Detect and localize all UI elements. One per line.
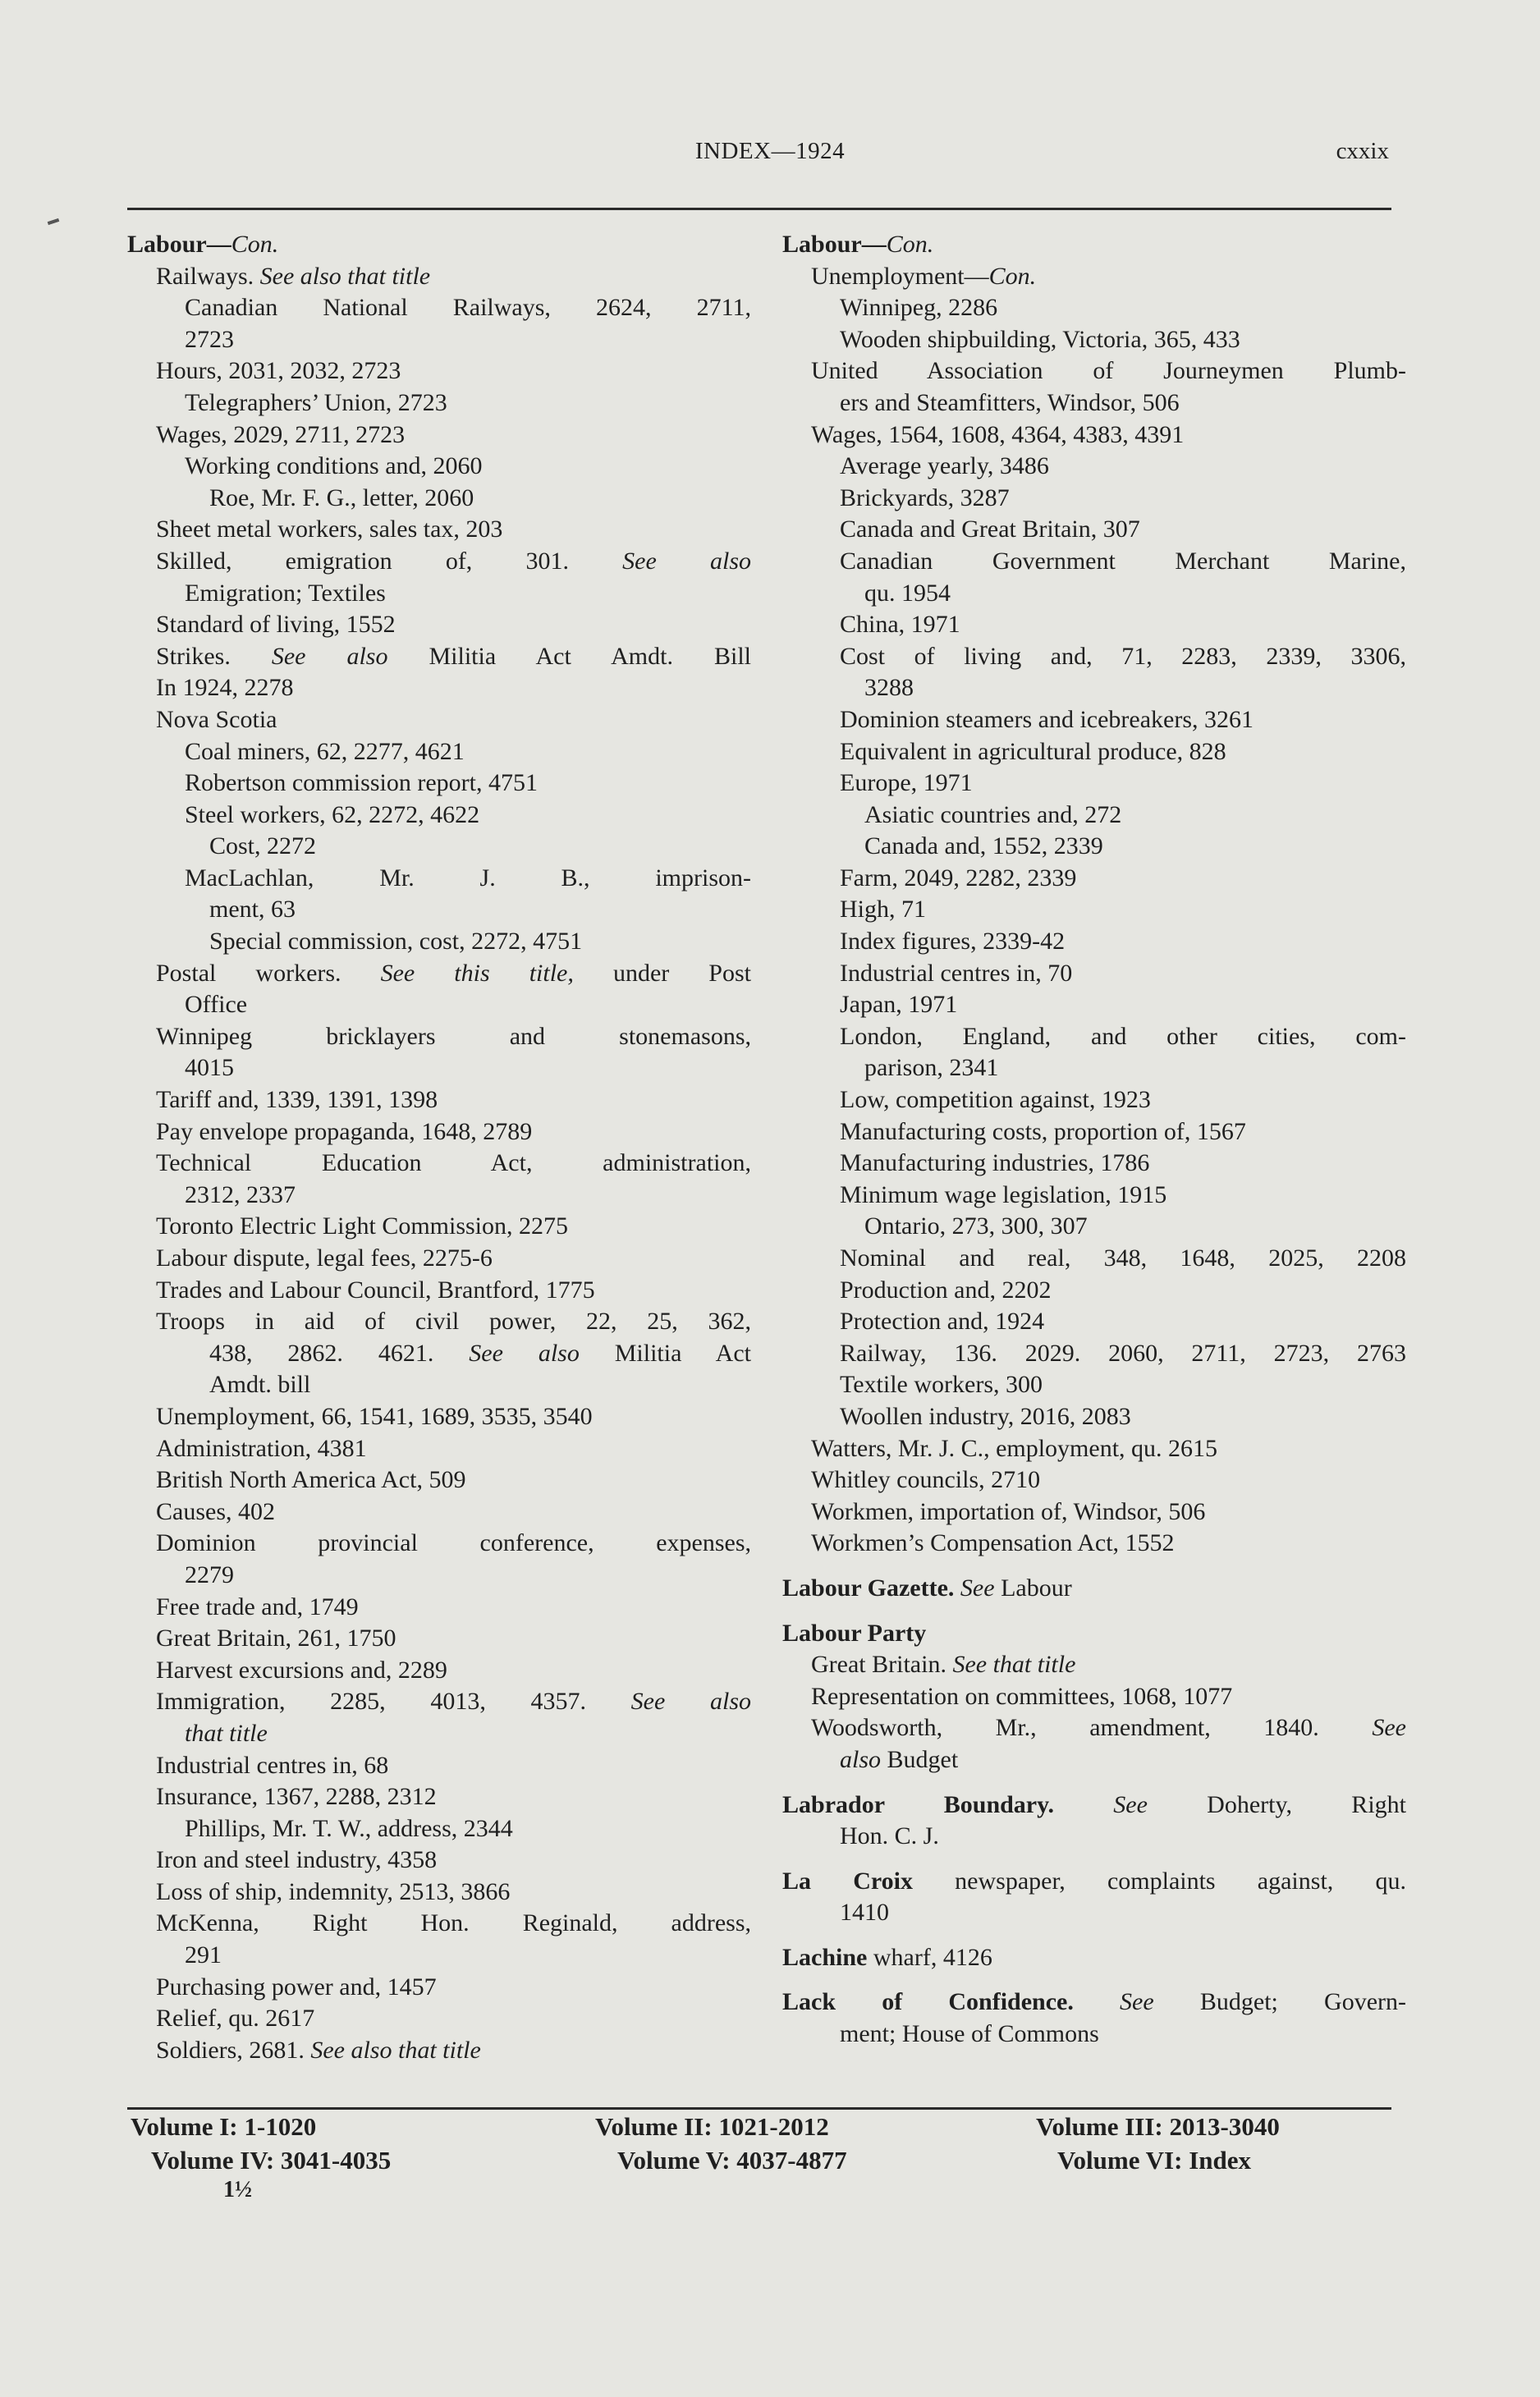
index-entry-line	[782, 1275, 1406, 1307]
volume-range: Volume IV: 3041-4035	[151, 2146, 392, 2175]
index-entry-line	[782, 1681, 1406, 1713]
index-entry-text: See	[960, 1574, 995, 1602]
index-entry-line	[127, 451, 751, 483]
page-title: INDEX—1924	[694, 138, 846, 164]
index-entry-line	[782, 958, 1406, 990]
index-entry-line	[782, 1464, 1406, 1496]
index-entry-text: See also that title	[310, 2036, 481, 2064]
index-entry-text: Amdt. bill	[209, 1371, 311, 1399]
index-entry-line	[127, 1211, 751, 1243]
index-entry-line	[782, 355, 1406, 387]
index-entry-text: Con.	[231, 231, 279, 258]
index-entry-text	[1054, 1791, 1113, 1818]
index-entry-line	[782, 546, 1406, 578]
index-entry-line	[127, 578, 751, 610]
stray-pen-mark	[48, 218, 60, 225]
index-entry-line	[127, 1243, 751, 1275]
volume-range: Volume I: 1-1020	[131, 2112, 317, 2141]
index-heading-text: Labrador Boundary.	[782, 1790, 1054, 1818]
index-entry-line	[782, 1496, 1406, 1528]
index-entry-line	[127, 863, 751, 895]
index-heading-text: Labour Party	[782, 1619, 927, 1647]
index-entry-text: McKenna, Right Hon. Reginald, address,	[156, 1909, 751, 1937]
index-entry-text: Wooden shipbuilding, Victoria, 365, 433	[840, 325, 1240, 353]
index-entry-text: 4015	[185, 1054, 234, 1082]
index-entry-text: Iron and steel industry, 4358	[156, 1846, 438, 1874]
index-entry-line	[127, 800, 751, 832]
index-entry-text: Telegraphers’ Union, 2723	[185, 388, 447, 416]
index-entry-line	[782, 1211, 1406, 1243]
index-entry-text: Japan, 1971	[840, 991, 958, 1019]
index-entry-text: Industrial centres in, 68	[156, 1751, 389, 1779]
index-entry-line	[782, 1401, 1406, 1433]
index-entry-line	[127, 1750, 751, 1782]
volume-range: Volume II: 1021-2012	[595, 2112, 829, 2141]
index-entry-line	[127, 1972, 751, 2004]
index-entry-text: See this title,	[380, 959, 574, 987]
index-entry-text	[954, 1574, 960, 1602]
index-entry-line	[782, 1573, 1406, 1605]
index-entry-text: Steel workers, 62, 2272, 4622	[185, 800, 480, 828]
index-entry-text: China, 1971	[840, 611, 960, 639]
index-entry-line	[127, 1306, 751, 1338]
index-entry-text: Minimum wage legislation, 1915	[840, 1180, 1167, 1208]
index-entry-text: Budget; Govern-	[1153, 1988, 1406, 2016]
index-entry-text: 3288	[864, 674, 914, 702]
index-entry-text: MacLachlan, Mr. J. B., imprison-	[185, 864, 751, 891]
index-entry-line	[127, 1845, 751, 1877]
index-entry-text: Dominion steamers and icebreakers, 3261	[840, 705, 1254, 733]
index-entry-line	[127, 1052, 751, 1084]
index-entry-text: See	[1120, 1988, 1154, 2016]
index-entry-line	[127, 672, 751, 704]
index-entry-line	[782, 1243, 1406, 1275]
index-entry-line	[782, 609, 1406, 641]
index-entry-line	[782, 641, 1406, 673]
index-heading-text: Labour Gazette.	[782, 1574, 955, 1602]
index-entry-text: Dominion provincial conference, expenses,	[156, 1529, 751, 1557]
index-entry-text: Working conditions and, 2060	[185, 452, 483, 480]
index-entry-text: Hours, 2031, 2032, 2723	[156, 357, 401, 385]
volume-range: Volume V: 4037-4877	[617, 2146, 847, 2175]
index-entry-line	[127, 1623, 751, 1655]
index-entry-line	[127, 831, 751, 863]
index-entry-line	[782, 1148, 1406, 1180]
index-entry-text: Phillips, Mr. T. W., address, 2344	[185, 1814, 513, 1842]
index-entry-text: qu. 1954	[864, 579, 951, 607]
index-entry-text: Asiatic countries and, 272	[864, 800, 1122, 828]
index-column-left	[127, 229, 751, 2066]
index-entry-text: Pay envelope propaganda, 1648, 2789	[156, 1117, 533, 1145]
header-rule	[127, 208, 1391, 210]
index-entry-text: See also	[469, 1339, 580, 1367]
index-entry-text: ers and Steamfitters, Windsor, 506	[840, 388, 1180, 416]
index-entry-text: Low, competition against, 1923	[840, 1086, 1151, 1114]
index-entry-line	[127, 1369, 751, 1401]
index-entry-text: Budget	[881, 1745, 959, 1773]
index-column-right	[782, 229, 1406, 2051]
index-entry-text: Watters, Mr. J. C., employment, qu. 2615	[811, 1434, 1218, 1462]
index-entry-line	[782, 672, 1406, 704]
index-entry-text: Trades and Labour Council, Brantford, 1775	[156, 1276, 595, 1304]
index-entry-text: Great Britain, 261, 1750	[156, 1625, 396, 1652]
index-entry-text: Cost, 2272	[209, 832, 317, 860]
index-entry-text: See	[1113, 1790, 1148, 1818]
index-entry-line	[127, 958, 751, 990]
index-entry-line	[782, 1790, 1406, 1822]
index-entry-line	[782, 229, 1406, 261]
index-entry-text: Production and, 2202	[840, 1276, 1052, 1304]
index-entry-text: Cost of living and, 71, 2283, 2339, 3306,	[840, 642, 1406, 670]
index-heading-text: Labour—	[782, 231, 887, 258]
index-entry-text: United Association of Journeymen Plumb-	[811, 357, 1406, 385]
index-entry-line	[782, 1433, 1406, 1465]
index-entry-line	[782, 1821, 1406, 1853]
index-entry-text: Index figures, 2339-42	[840, 928, 1066, 956]
index-entry-text: Purchasing power and, 1457	[156, 1973, 437, 2001]
index-entry-text: Wages, 1564, 1608, 4364, 4383, 4391	[811, 420, 1185, 448]
index-entry-text: under Post	[573, 959, 751, 987]
index-entry-line	[127, 926, 751, 958]
index-entry-line	[127, 1877, 751, 1909]
index-entry-line	[782, 1618, 1406, 1650]
index-entry-text: See	[1372, 1714, 1406, 1742]
index-entry-text: Strikes.	[156, 642, 272, 670]
index-entry-text: Railways.	[156, 262, 260, 290]
index-entry-text: Canadian National Railways, 2624, 2711,	[185, 294, 751, 322]
index-entry-line	[127, 1180, 751, 1212]
index-entry-line	[127, 1560, 751, 1592]
index-entry-line	[782, 261, 1406, 293]
index-entry-line	[782, 1180, 1406, 1212]
index-entry-line	[127, 1813, 751, 1845]
index-entry-text: Robertson commission report, 4751	[185, 769, 538, 797]
index-entry-text: Farm, 2049, 2282, 2339	[840, 864, 1077, 891]
index-entry-text: Protection and, 1924	[840, 1308, 1045, 1336]
index-entry-line	[782, 1744, 1406, 1776]
index-entry-text: Europe, 1971	[840, 769, 973, 797]
index-entry-line	[782, 704, 1406, 736]
index-entry-text: Special commission, cost, 2272, 4751	[209, 928, 583, 956]
index-entry-text: Sheet metal workers, sales tax, 203	[156, 516, 503, 543]
index-entry-text: See that title	[952, 1651, 1076, 1679]
index-entry-text: Loss of ship, indemnity, 2513, 3866	[156, 1877, 511, 1905]
index-entry-text: Office	[185, 991, 248, 1019]
index-heading-text: La Croix	[782, 1867, 913, 1895]
index-entry-line	[127, 1084, 751, 1116]
index-entry-line	[127, 229, 751, 261]
index-entry-line	[127, 1433, 751, 1465]
index-entry-line	[127, 1021, 751, 1053]
index-entry-line	[127, 1116, 751, 1148]
index-entry-text: Standard of living, 1552	[156, 611, 396, 639]
index-entry-line	[127, 1686, 751, 1718]
index-entry-text: Troops in aid of civil power, 22, 25, 362,	[156, 1308, 751, 1336]
index-entry-text: High, 71	[840, 896, 926, 924]
index-entry-line	[127, 1401, 751, 1433]
index-entry-line	[782, 1942, 1406, 1974]
footer-rule	[127, 2107, 1391, 2110]
index-entry-line	[782, 736, 1406, 768]
index-entry-line	[782, 1021, 1406, 1053]
index-entry-text: Industrial centres in, 70	[840, 959, 1073, 987]
index-entry-line	[127, 514, 751, 546]
index-entry-line	[127, 546, 751, 578]
index-entry-text: Militia Act	[579, 1339, 751, 1367]
index-entry-line	[782, 419, 1406, 451]
index-entry-line	[127, 704, 751, 736]
index-entry-text: 291	[185, 1941, 222, 1969]
index-entry-line	[782, 1649, 1406, 1681]
index-entry-text: Labour	[994, 1574, 1072, 1602]
index-entry-line	[782, 1712, 1406, 1744]
index-entry-line	[782, 1897, 1406, 1929]
index-entry-line	[127, 292, 751, 324]
index-entry-text: also	[840, 1745, 882, 1773]
index-entry-line	[127, 1592, 751, 1624]
index-entry-text: Technical Education Act, administration,	[156, 1149, 751, 1177]
index-entry-text: 438, 2862. 4621.	[209, 1339, 470, 1367]
index-entry-text: 2312, 2337	[185, 1180, 296, 1208]
index-entry-line	[127, 1275, 751, 1307]
index-entry-text: parison, 2341	[864, 1054, 999, 1082]
index-heading-text: Lachine	[782, 1943, 868, 1971]
index-entry-line	[127, 1781, 751, 1813]
index-entry-line	[127, 1528, 751, 1560]
index-entry-text: Workmen’s Compensation Act, 1552	[811, 1529, 1175, 1557]
index-entry-text: Militia Act Amdt. Bill	[387, 642, 751, 670]
index-entry-text: Skilled, emigration of, 301.	[156, 547, 623, 575]
volume-range: Volume III: 2013-3040	[1036, 2112, 1280, 2141]
index-entry-line	[782, 1306, 1406, 1338]
index-entry-line	[127, 355, 751, 387]
index-entry-text: British North America Act, 509	[156, 1466, 466, 1494]
index-entry-text: 2723	[185, 325, 234, 353]
index-entry-text: Roe, Mr. F. G., letter, 2060	[209, 484, 474, 511]
index-entry-line	[782, 483, 1406, 515]
index-entry-line	[127, 387, 751, 419]
index-entry-text: ment; House of Commons	[840, 2020, 1099, 2048]
index-entry-line	[782, 989, 1406, 1021]
index-entry-text: Canada and, 1552, 2339	[864, 832, 1103, 860]
index-entry-line	[127, 1496, 751, 1528]
index-entry-text: Soldiers, 2681.	[156, 2036, 311, 2064]
index-entry-text: Wages, 2029, 2711, 2723	[156, 420, 406, 448]
index-entry-text: Winnipeg bricklayers and stonemasons,	[156, 1022, 751, 1050]
index-entry-text: Labour dispute, legal fees, 2275-6	[156, 1244, 493, 1272]
index-entry-line	[127, 2003, 751, 2035]
index-entry-line	[782, 831, 1406, 863]
index-entry-text: Coal miners, 62, 2277, 4621	[185, 737, 465, 765]
index-entry-text: Brickyards, 3287	[840, 484, 1010, 511]
index-entry-text: Woollen industry, 2016, 2083	[840, 1402, 1131, 1430]
index-entry-line	[127, 609, 751, 641]
index-entry-line	[127, 2035, 751, 2067]
index-entry-text: See also that title	[259, 262, 431, 290]
index-entry-text: Canadian Government Merchant Marine,	[840, 547, 1406, 575]
index-entry-text: Harvest excursions and, 2289	[156, 1656, 447, 1684]
index-entry-text: Emigration; Textiles	[185, 579, 386, 607]
index-entry-line	[127, 1655, 751, 1687]
index-entry-text: London, England, and other cities, com-	[840, 1022, 1406, 1050]
index-entry-text: Insurance, 1367, 2288, 2312	[156, 1783, 437, 1811]
index-entry-text: Unemployment, 66, 1541, 1689, 3535, 3540	[156, 1402, 593, 1430]
index-entry-text: Nova Scotia	[156, 705, 277, 733]
page-number: cxxix	[1336, 138, 1389, 164]
index-entry-text: Hon. C. J.	[840, 1822, 939, 1850]
index-entry-text: newspaper, complaints against, qu.	[912, 1867, 1406, 1895]
index-heading-text: Lack of Confidence.	[782, 1988, 1074, 2016]
index-entry-line	[127, 989, 751, 1021]
index-entry-line	[782, 863, 1406, 895]
index-entry-line	[782, 578, 1406, 610]
index-entry-text: that title	[185, 1719, 268, 1747]
index-entry-line	[782, 800, 1406, 832]
index-entry-line	[782, 1528, 1406, 1560]
volume-range: Volume VI: Index	[1057, 2146, 1251, 2175]
index-entry-text: 2279	[185, 1561, 234, 1588]
index-entry-line	[127, 894, 751, 926]
index-entry-text: 1410	[840, 1899, 889, 1927]
index-entry-text: Causes, 402	[156, 1497, 275, 1525]
index-entry-line	[127, 768, 751, 800]
index-entry-line	[782, 1866, 1406, 1898]
index-entry-line	[782, 387, 1406, 419]
index-entry-line	[127, 1908, 751, 1940]
index-entry-line	[782, 451, 1406, 483]
index-entry-text: Winnipeg, 2286	[840, 294, 998, 322]
index-entry-line	[782, 1116, 1406, 1148]
index-entry-line	[782, 1084, 1406, 1116]
index-entry-text: Canada and Great Britain, 307	[840, 516, 1140, 543]
index-entry-text: Nominal and real, 348, 1648, 2025, 2208	[840, 1244, 1406, 1272]
index-entry-line	[127, 1464, 751, 1496]
index-entry-line	[782, 514, 1406, 546]
index-entry-line	[782, 292, 1406, 324]
index-entry-text: See also	[271, 642, 388, 670]
index-entry-text: Average yearly, 3486	[840, 452, 1049, 480]
index-entry-line	[782, 1369, 1406, 1401]
index-heading-text: Labour—	[127, 231, 231, 258]
index-entry-line	[782, 1052, 1406, 1084]
index-entry-line	[127, 483, 751, 515]
index-entry-text: Postal workers.	[156, 959, 381, 987]
index-entry-line	[127, 419, 751, 451]
index-entry-text: wharf, 4126	[867, 1943, 992, 1971]
signature-mark: 1½	[223, 2177, 252, 2202]
index-entry-line	[127, 1338, 751, 1370]
index-entry-text: Workmen, importation of, Windsor, 506	[811, 1497, 1206, 1525]
index-entry-line	[782, 926, 1406, 958]
index-entry-line	[782, 1338, 1406, 1370]
index-entry-line	[127, 736, 751, 768]
index-entry-line	[782, 324, 1406, 356]
index-entry-text: Railway, 136. 2029. 2060, 2711, 2723, 2763	[840, 1339, 1406, 1367]
index-entry-text: Manufacturing costs, proportion of, 1567	[840, 1117, 1246, 1145]
index-entry-line	[782, 2019, 1406, 2051]
index-entry-line	[127, 324, 751, 356]
index-entry-text: Representation on committees, 1068, 1077	[811, 1682, 1233, 1710]
index-entry-text: Ontario, 273, 300, 307	[864, 1212, 1088, 1240]
index-entry-text: Free trade and, 1749	[156, 1593, 359, 1620]
index-entry-text: Unemployment—	[811, 262, 989, 290]
index-entry-text: Immigration, 2285, 4013, 4357.	[156, 1688, 631, 1716]
index-entry-line	[782, 1987, 1406, 2019]
index-entry-text: Tariff and, 1339, 1391, 1398	[156, 1086, 438, 1114]
index-entry-line	[782, 894, 1406, 926]
index-entry-text: See also	[630, 1688, 751, 1716]
index-entry-line	[782, 768, 1406, 800]
index-entry-text: Con.	[988, 262, 1037, 290]
index-entry-text: Whitley councils, 2710	[811, 1466, 1041, 1494]
index-entry-text: Doherty, Right	[1147, 1790, 1406, 1818]
index-entry-text: Manufacturing industries, 1786	[840, 1149, 1150, 1177]
index-entry-text: ment, 63	[209, 896, 296, 924]
index-entry-line	[127, 1148, 751, 1180]
index-entry-text: Great Britain.	[811, 1651, 953, 1679]
index-entry-text: Toronto Electric Light Commission, 2275	[156, 1212, 569, 1240]
index-entry-text: Woodsworth, Mr., amendment, 1840.	[811, 1714, 1373, 1742]
index-entry-line	[127, 1718, 751, 1750]
index-entry-text: Relief, qu. 2617	[156, 2005, 315, 2033]
index-entry-line	[127, 261, 751, 293]
index-entry-text: In 1924, 2278	[156, 674, 294, 702]
index-entry-text: See also	[622, 547, 751, 575]
index-entry-text: Textile workers, 300	[840, 1371, 1043, 1399]
index-entry-line	[127, 641, 751, 673]
index-entry-text: Con.	[886, 231, 934, 258]
index-entry-text	[1074, 1988, 1120, 2015]
index-entry-text: Equivalent in agricultural produce, 828	[840, 737, 1226, 765]
index-entry-line	[127, 1940, 751, 1972]
index-entry-text: Administration, 4381	[156, 1434, 367, 1462]
